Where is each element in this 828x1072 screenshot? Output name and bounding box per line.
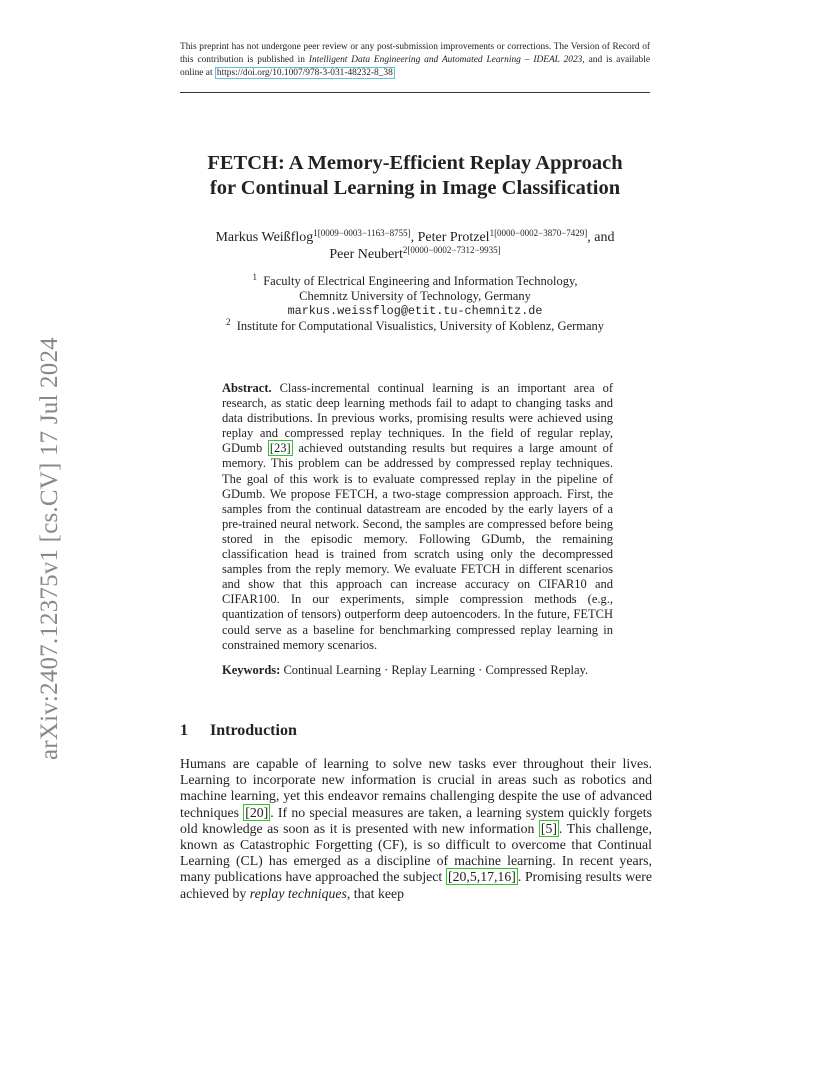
keywords-label: Keywords: [222, 663, 281, 677]
author-name: Peer Neubert [329, 247, 403, 262]
affiliation-1-line-1: Faculty of Electrical Engineering and Information Technology, [263, 274, 578, 288]
citation-link[interactable]: [20,5,17,16] [448, 869, 516, 885]
author-aff: 1 [489, 228, 495, 238]
intro-text: . If no special measures are taken, a learning system quickly forgets old knowledge as soon as it is presented with new information [180, 804, 652, 836]
author-orcid[interactable]: [0000−0002−3870−7429] [494, 228, 588, 238]
intro-text: . This challenge, known as Catastrophic Forgetting (CF), is so difficult to overcome that Continual Learning (CL) has emerged as a discipline of machine learning. In recent years, many publications have approached the subject [180, 820, 652, 885]
arxiv-watermark: arXiv:2407.12375v1 [cs.CV] 17 Jul 2024 [36, 337, 63, 760]
author-separator: , and [587, 230, 615, 245]
preprint-prefix: This preprint has not undergone peer review or any post-submission improvements or corrections. The Version of Record of this contribution is published in [180, 42, 650, 65]
intro-text: , that keep [346, 885, 404, 901]
preprint-notice [180, 41, 650, 80]
abstract-label: Abstract. [222, 381, 272, 395]
affiliation-mark: 2 [225, 317, 231, 327]
author-separator: , [410, 230, 418, 245]
section-heading [180, 722, 297, 740]
author-name: Markus Weißflog [215, 230, 314, 245]
preprint-venue: Intelligent Data Engineering and Automated Learning – IDEAL 2023 [308, 55, 583, 65]
section-number: 1 [180, 722, 188, 739]
author-aff: 2 [402, 245, 408, 255]
keywords-text: Continual Learning · Replay Learning · Compressed Replay. [280, 663, 589, 677]
title-line-2: for Continual Learning in Image Classification [209, 177, 621, 199]
intro-text: . Promising results were achieved by [180, 869, 653, 901]
citation-link[interactable]: [23] [269, 441, 291, 456]
author-aff: 1 [313, 228, 318, 238]
affiliation-1-line-2: Chemnitz University of Technology, Germany [299, 289, 531, 303]
keywords [222, 663, 613, 678]
intro-paragraph [180, 756, 652, 902]
abstract [222, 381, 613, 653]
citation-link[interactable]: [5] [540, 820, 557, 836]
affiliation-2 [160, 319, 670, 334]
paper-title [120, 151, 710, 201]
author-list [160, 229, 670, 263]
section-title: Introduction [210, 722, 297, 739]
intro-text: Humans are capable of learning to solve new tasks ever throughout their lives. Learning to incorporate new information is crucial in areas such as robotics and machine learning, yet this endeavor remains challenging despite the use of advanced techniques [180, 756, 652, 820]
affiliations [160, 274, 670, 334]
affiliation-1 [160, 274, 670, 289]
citation-link[interactable]: [20] [245, 804, 269, 820]
author-orcid[interactable]: [0000−0002−7312−9935] [407, 245, 501, 255]
abstract-text: Class-incremental continual learning is an important area of research, as static deep learning methods fail to adapt to changing tasks and data distributions. In previous works, promising results were achieved using replay and compressed replay techniques. In the field of regular replay, GDumb [222, 381, 613, 456]
affiliation-2-line-1: Institute for Computational Visualistics, University of Koblenz, Germany [236, 319, 605, 333]
author-orcid[interactable]: [0009−0003−1163−8755] [317, 228, 411, 238]
preprint-suffix: , and is available online at [180, 55, 651, 78]
abstract-text: achieved outstanding results but requires a large amount of memory. This problem can be addressed by compressed replay techniques. The goal of this work is to evaluate compressed replay in the pipeline of GDumb. We propose FETCH, a two-stage compression approach. First, the samples from the continual datastream are encoded by the early layers of a pre-trained neural network. Second, the samples are compressed before being stored in the episodic memory. Following GDumb, the remaining classification head is trained from scratch using only the decompressed samples from the reply memory. We evaluate FETCH in different scenarios and show that this approach can increase accuracy on CIFAR10 and CIFAR100. In our experiments, simple compression methods (e.g., quantization of tensors) outperform deep autoencoders. In the future, FETCH could serve as a baseline for benchmarking compressed replay learning in constrained memory scenarios. [222, 441, 613, 652]
title-line-1: FETCH: A Memory-Efficient Replay Approach [207, 152, 623, 174]
doi-link[interactable]: https://doi.org/10.1007/978-3-031-48232-8_38 [216, 68, 393, 78]
header-rule [180, 92, 650, 93]
author-name: Peter Protzel [417, 230, 490, 245]
intro-emphasis: replay techniques [249, 885, 347, 901]
affiliation-mark: 1 [252, 272, 257, 282]
author-email[interactable]: markus.weissflog@etit.tu-chemnitz.de [287, 304, 543, 318]
